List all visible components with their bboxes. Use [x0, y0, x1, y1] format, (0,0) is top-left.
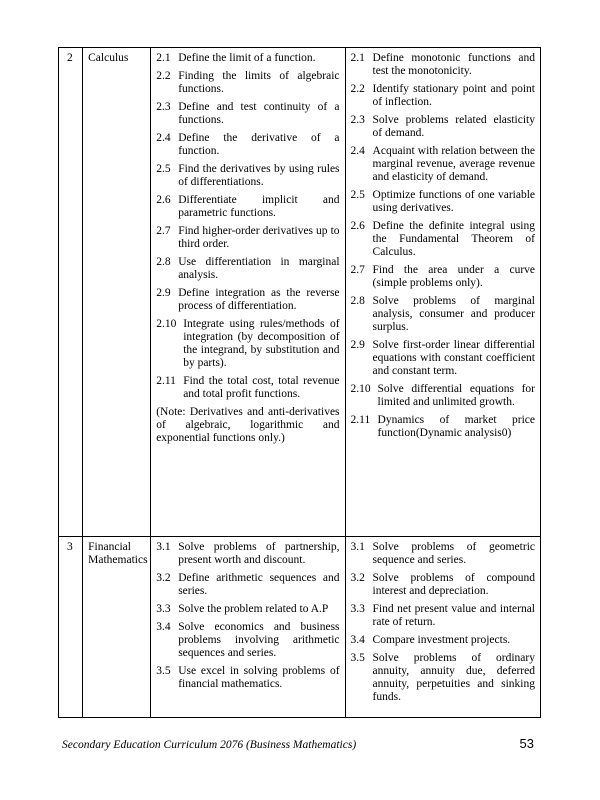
curriculum-table [58, 47, 541, 718]
objective-item: 2.9 Solve first-order linear differential equations with constant coefficient and constant term. [350, 339, 535, 377]
objective-item: 2.8 Use differentiation in marginal analysis. [156, 256, 340, 281]
table-row [59, 48, 541, 537]
objective-item: 2.9 Define integration as the reverse process of differentiation. [156, 287, 340, 312]
objective-item: 2.10 Integrate using rules/methods of integration (by decomposition of the integrand, by substitution and by parts). [156, 318, 340, 369]
objective-item: 3.5 Solve problems of ordinary annuity, annuity due, deferred annuity, perpetuities and sinking funds. [350, 652, 535, 703]
objective-item: 2.2 Identify stationary point and point of inflection. [350, 83, 535, 108]
objective-item: 2.1 Define monotonic functions and test the monotonicity. [350, 52, 535, 77]
objective-item: 3.4 Solve economics and business problems involving arithmetic sequences and series. [156, 621, 340, 659]
objective-item: 2.5 Optimize functions of one variable using derivatives. [350, 189, 535, 214]
objective-item: 3.4 Compare investment projects. [350, 634, 511, 646]
objective-item: 3.1 Solve problems of partnership, present worth and discount. [156, 541, 340, 566]
objective-item: 2.6 Define the definite integral using the Fundamental Theorem of Calculus. [350, 220, 535, 258]
content-area: Financial Mathematics [83, 537, 151, 718]
objectives-column-b [345, 537, 540, 718]
objective-item: 2.6 Differentiate implicit and parametric functions. [156, 194, 340, 219]
objective-item: 2.3 Solve problems related elasticity of demand. [350, 114, 535, 139]
page-number: 53 [519, 736, 534, 751]
objective-item: 3.3 Solve the problem related to A.P [156, 603, 329, 615]
objective-item: 2.1 Define the limit of a function. [156, 52, 316, 64]
objective-item: 2.3 Define and test continuity of a functions. [156, 101, 340, 126]
objective-item: 3.2 Define arithmetic sequences and series. [156, 572, 340, 597]
objective-item: 2.11 Dynamics of market price function(Dynamic analysis0) [350, 414, 535, 439]
objective-item: 3.3 Find net present value and internal rate of return. [350, 603, 535, 628]
objectives-column-b [345, 48, 540, 537]
objectives-column-a [151, 48, 345, 537]
objective-item: 2.5 Find the derivatives by using rules of differentiations. [156, 163, 340, 188]
note-text: (Note: Derivatives and anti-derivatives of algebraic, logarithmic and exponential functions only.) [156, 406, 340, 444]
footer-title: Secondary Education Curriculum 2076 (Business Mathematics) [62, 739, 357, 751]
row-number: 3 [59, 537, 83, 718]
table-row [59, 537, 541, 718]
objective-item: 2.7 Find higher-order derivatives up to third order. [156, 225, 340, 250]
objective-item: 2.4 Acquaint with relation between the marginal revenue, average revenue and elasticity of demand. [350, 145, 535, 183]
page-footer [62, 736, 534, 751]
row-number: 2 [59, 48, 83, 537]
content-area: Calculus [83, 48, 151, 537]
objectives-column-a [151, 537, 345, 718]
objective-item: 3.2 Solve problems of compound interest and depreciation. [350, 572, 535, 597]
objective-item: 3.5 Use excel in solving problems of financial mathematics. [156, 665, 340, 690]
objective-item: 2.7 Find the area under a curve (simple problems only). [350, 264, 535, 289]
objective-item: 2.2 Finding the limits of algebraic functions. [156, 70, 340, 95]
objective-item: 2.8 Solve problems of marginal analysis, consumer and producer surplus. [350, 295, 535, 333]
objective-item: 2.4 Define the derivative of a function. [156, 132, 340, 157]
objective-item: 2.10 Solve differential equations for limited and unlimited growth. [350, 383, 535, 408]
objective-item: 3.1 Solve problems of geometric sequence and series. [350, 541, 535, 566]
objective-item: 2.11 Find the total cost, total revenue and total profit functions. [156, 375, 340, 400]
